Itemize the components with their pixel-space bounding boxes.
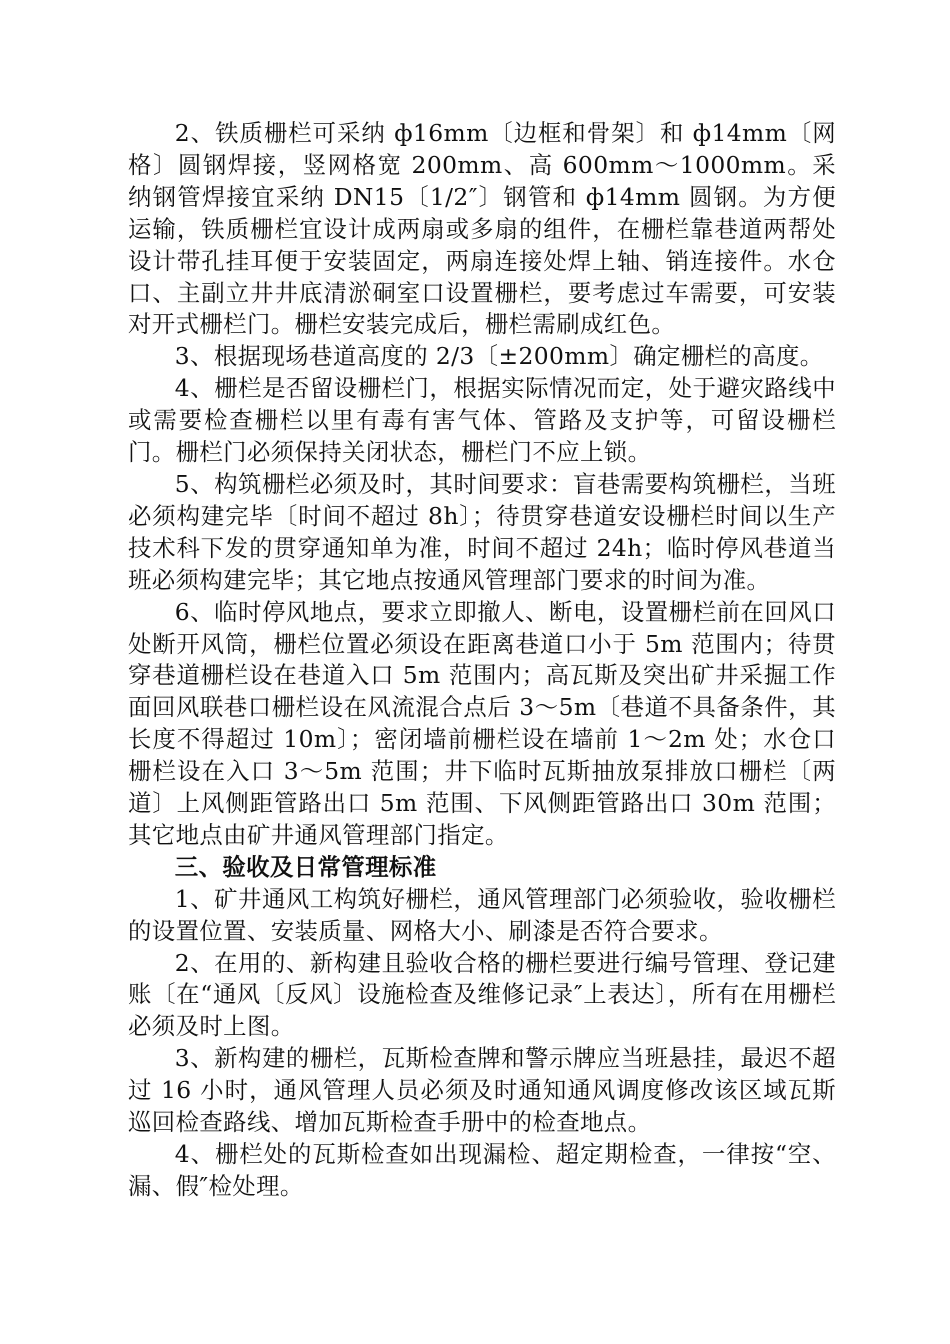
paragraph-item-4: 4、栅栏是否留设栅栏门，根据实际情况而定，处于避灾路线中或需要检查栅栏以里有毒有害气体、管路及支护等，可留设栅栏门。栅栏门必须保持关闭状态，栅栏门不应上锁。 (128, 374, 836, 467)
acceptance-item-1: 1、矿井通风工构筑好栅栏，通风管理部门必须验收，验收栅栏的设置位置、安装质量、网格大小、刷漆是否符合要求。 (128, 884, 836, 945)
paragraph-item-2: 2、铁质栅栏可采纳 ф16mm〔边框和骨架〕和 ф14mm〔网格〕圆钢焊接，竖网格宽 200mm、高 600mm～1000mm。采纳钢管焊接宜采纳 DN15〔1/2″〕钢管和 ф14mm 圆钢。为方便运输，铁质栅栏宜设计成两扇或多扇的组件，在栅栏靠巷道两帮处设计带孔挂耳便于安装固定，两扇连接处焊上轴、销连接件。水仓口、主副立井井底清淤硐室口设置栅栏，要考虑过车需要，可安装对开式栅栏门。栅栏安装完成后，栅栏需刷成红色。 (128, 119, 836, 339)
paragraph-item-3: 3、根据现场巷道高度的 2/3〔±200mm〕确定栅栏的高度。 (174, 342, 824, 371)
acceptance-item-3: 3、新构建的栅栏，瓦斯检查牌和警示牌应当班悬挂，最迟不超过 16 小时，通风管理人员必须及时通知通风调度修改该区域瓦斯巡回检查路线、增加瓦斯检查手册中的检查地点。 (128, 1044, 836, 1137)
acceptance-item-2: 2、在用的、新构建且验收合格的栅栏要进行编号管理、登记建账〔在“通风〔反风〕设施检查及维修记录″上表达〕，所有在用栅栏必须及时上图。 (128, 948, 836, 1041)
paragraph-item-5: 5、构筑栅栏必须及时，其时间要求：盲巷需要构筑栅栏，当班必须构建完毕〔时间不超过 8h〕；待贯穿巷道安设栅栏时间以生产技术科下发的贯穿通知单为准，时间不超过 24h；临时停风巷道当班必须构建完毕；其它地点按通风管理部门要求的时间为准。 (128, 469, 836, 594)
section-heading: 三、验收及日常管理标准 (174, 852, 437, 881)
acceptance-item-4: 4、栅栏处的瓦斯检查如出现漏检、超定期检查，一律按“空、漏、假″检处理。 (128, 1140, 836, 1200)
paragraph-item-6: 6、临时停风地点，要求立即撤人、断电，设置栅栏前在回风口处断开风筒，栅栏位置必须设在距离巷道口小于 5m 范围内；待贯穿巷道栅栏设在巷道入口 5m 范围内；高瓦斯及突出矿井采掘工作面回风联巷口栅栏设在风流混合点后 3～5m〔巷道不具备条件，其长度不得超过 10m〕；密闭墙前栅栏设在墙前 1～2m 处；水仓口栅栏设在入口 3～5m 范围；井下临时瓦斯抽放泵排放口栅栏〔两道〕上风侧距管路出口 5m 范围、下风侧距管路出口 30m 范围；其它地点由矿井通风管理部门指定。 (128, 597, 836, 849)
document-page (128, 118, 836, 1203)
